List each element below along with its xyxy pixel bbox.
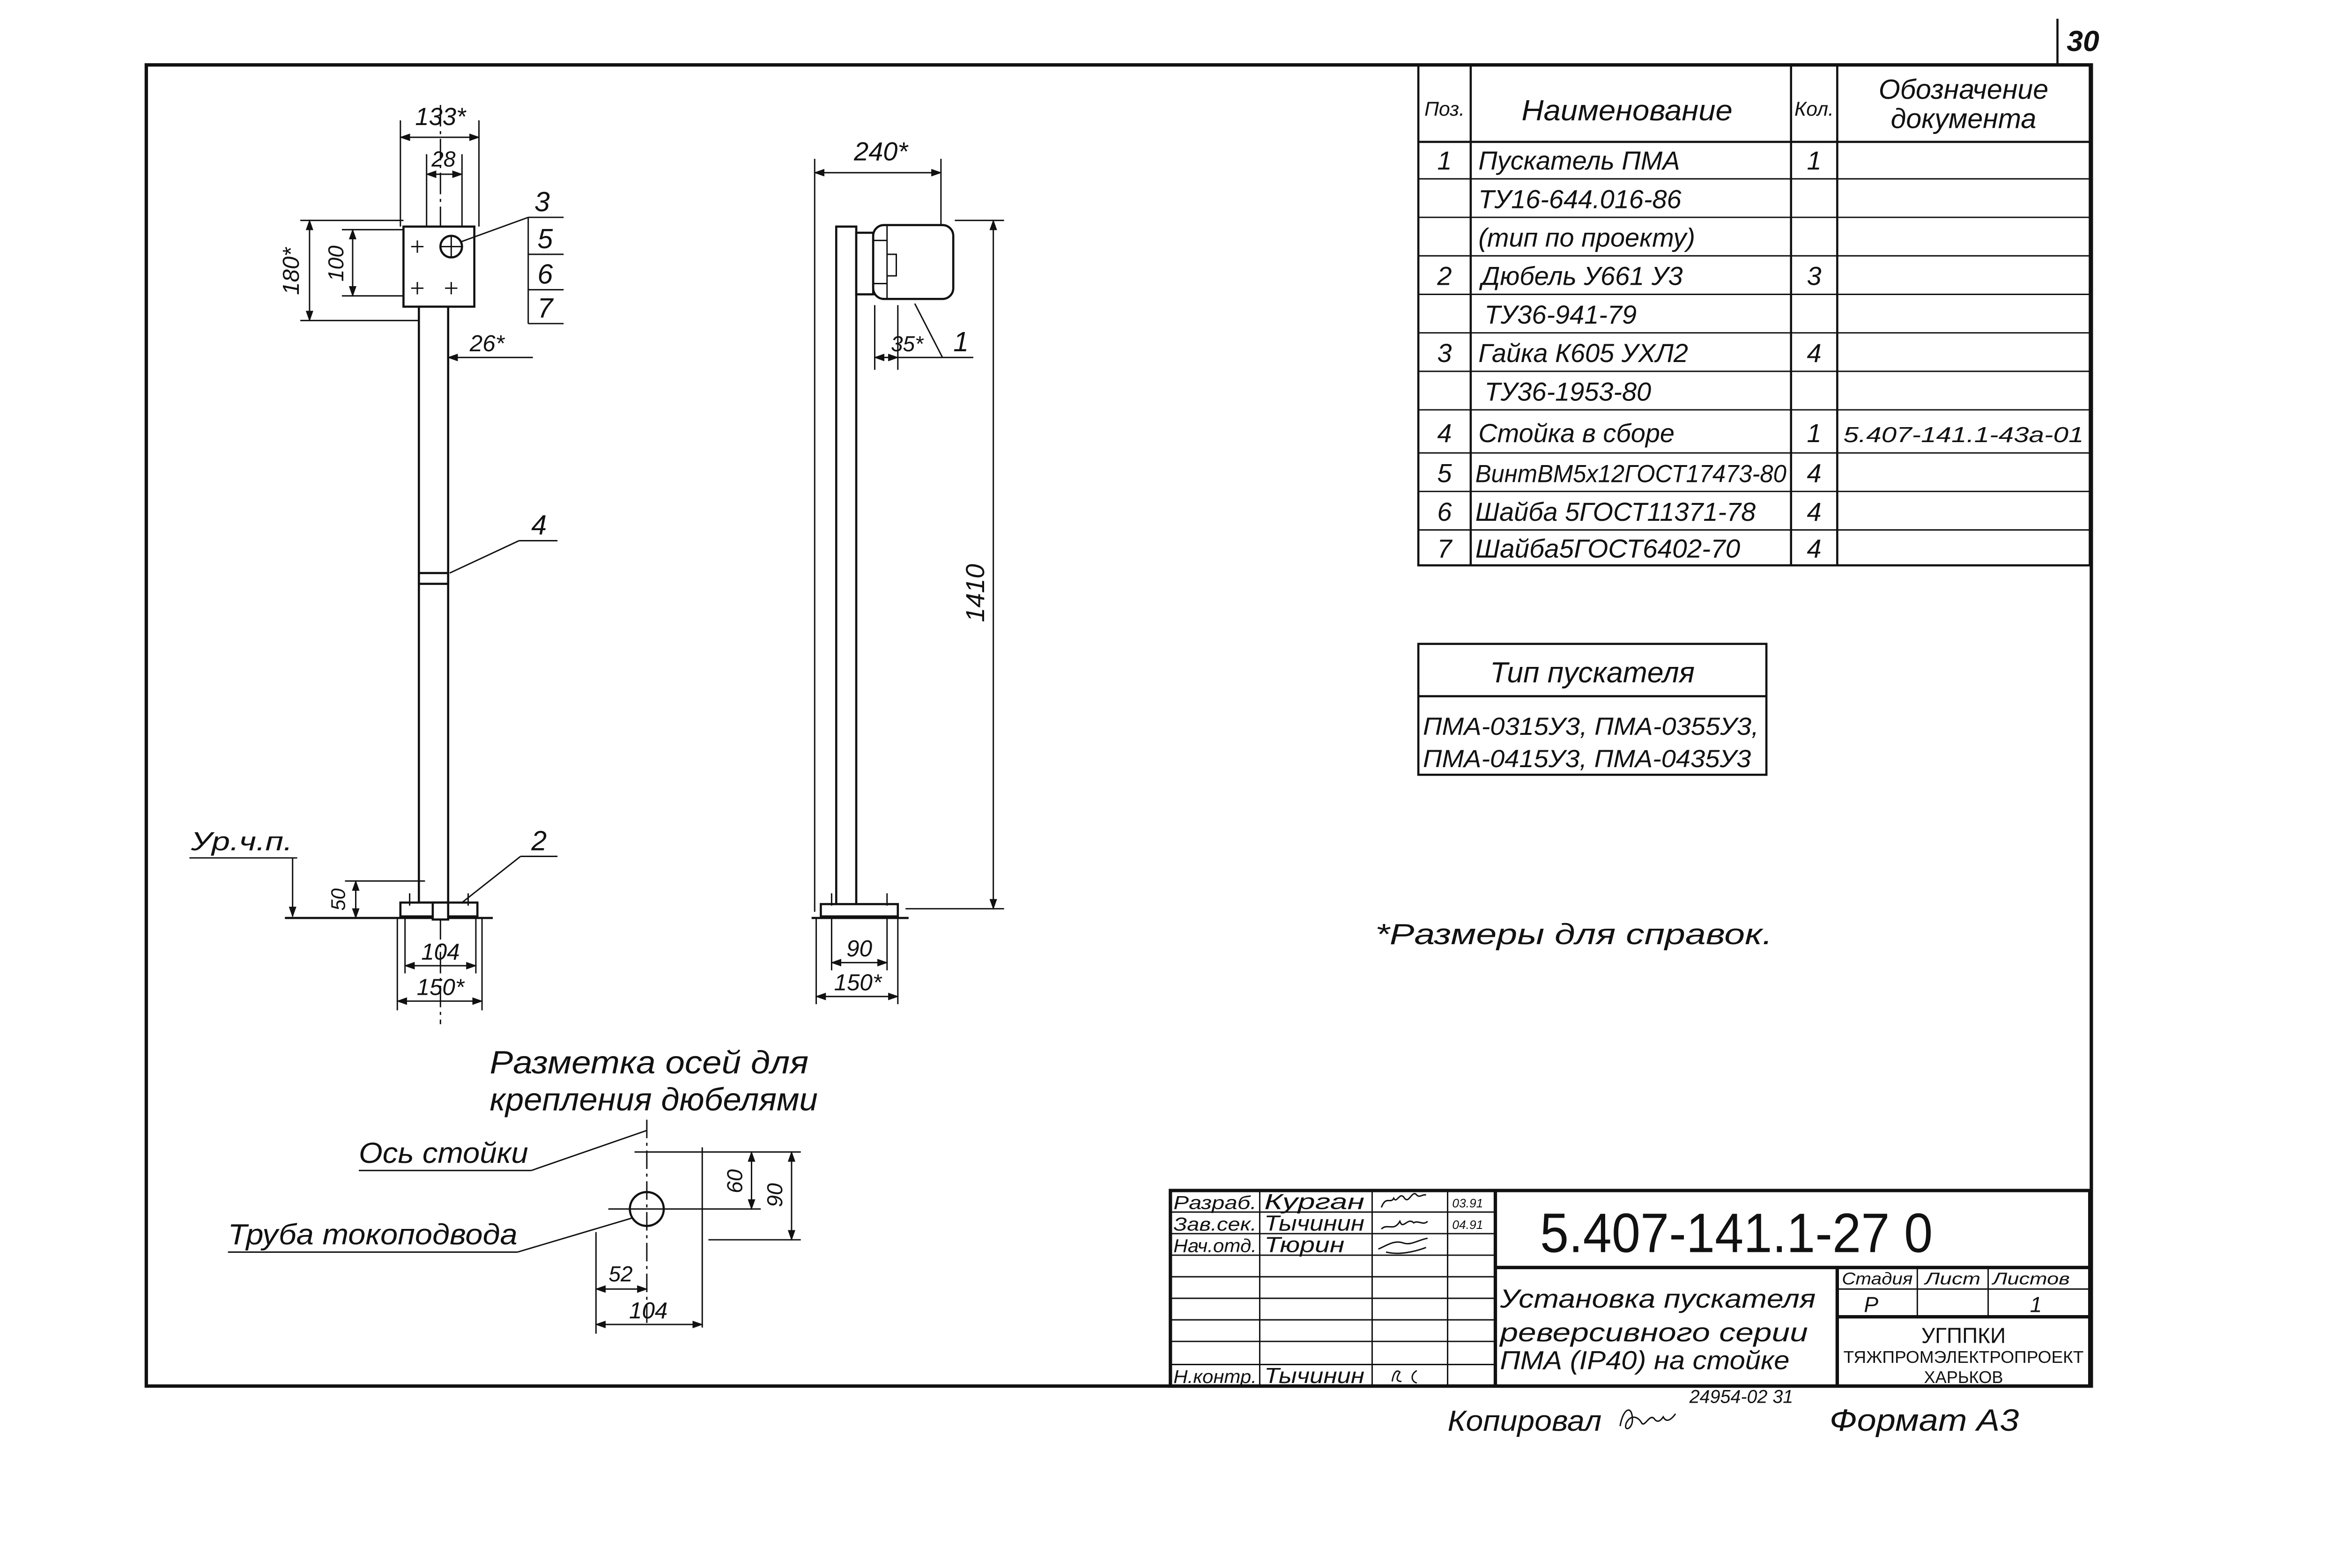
table-row bbox=[1437, 338, 1821, 368]
table-header-doc: документа bbox=[1890, 103, 2037, 134]
organization-name: УГППКИ bbox=[1921, 1323, 2006, 1348]
drawing-title: ПМА (IP40) на стойке bbox=[1500, 1345, 1790, 1375]
row-pos: 7 bbox=[1437, 533, 1452, 563]
staff-role: Нач.отд. bbox=[1173, 1235, 1257, 1257]
row-qty: 1 bbox=[1807, 146, 1822, 176]
starter-type-line: ПМА-0315У3, ПМА-0355У3, bbox=[1423, 712, 1759, 740]
row-qty: 4 bbox=[1807, 533, 1822, 563]
row-name: Пускатель ПМА bbox=[1478, 146, 1680, 176]
staff-name: Тычинин bbox=[1264, 1211, 1365, 1235]
callout-6: 6 bbox=[537, 258, 553, 290]
sheet-label: Лист bbox=[1924, 1269, 1981, 1288]
reference-note: *Размеры для справок. bbox=[1375, 917, 1773, 951]
staff-name: Курган bbox=[1264, 1189, 1365, 1214]
callout-2: 2 bbox=[531, 825, 547, 857]
table-header-qty: Кол. bbox=[1794, 98, 1834, 121]
table-row bbox=[1437, 497, 1821, 526]
dimension-label-height: 1410 bbox=[960, 564, 990, 622]
table-header-doc: Обозначение bbox=[1878, 73, 2049, 105]
cable-pipe bbox=[433, 902, 448, 919]
table-row bbox=[1478, 184, 1682, 214]
organization-name: ТЯЖПРОМЭЛЕКТРОПРОЕКТ bbox=[1843, 1347, 2084, 1367]
drawing-title: реверсивного серии bbox=[1498, 1317, 1808, 1347]
marking-title: крепления дюбелями bbox=[489, 1081, 818, 1118]
pipe-leader bbox=[518, 1218, 631, 1252]
row-pos: 6 bbox=[1437, 496, 1452, 526]
row-name: ТУ36-1953-80 bbox=[1484, 377, 1652, 407]
front-view bbox=[189, 103, 563, 1024]
signature-scribble bbox=[1381, 1194, 1426, 1207]
dimension-label-hole-x: 104 bbox=[629, 1297, 668, 1324]
staff-date: 04.91 bbox=[1452, 1218, 1483, 1232]
starter-type-title: Тип пускателя bbox=[1490, 656, 1695, 689]
sheet-footer bbox=[1448, 1387, 2019, 1437]
row-name: Шайба5ГОСТ6402-70 bbox=[1475, 533, 1741, 563]
table-row bbox=[1484, 377, 1651, 406]
dimension-label-offset: 26* bbox=[469, 331, 504, 357]
dimension-label-base-inner: 104 bbox=[421, 939, 460, 965]
row-name: ТУ16-644.016-86 bbox=[1478, 184, 1682, 214]
table-row bbox=[1437, 459, 1821, 488]
row-name: Дюбель У661 У3 bbox=[1481, 261, 1683, 291]
table-row bbox=[1437, 146, 1821, 175]
stage-value: Р bbox=[1864, 1292, 1879, 1317]
table-row bbox=[1478, 223, 1695, 252]
copyist-signature bbox=[1620, 1410, 1675, 1429]
dimension-label-width: 133* bbox=[415, 103, 466, 131]
axis-label: Ось стойки bbox=[359, 1136, 528, 1169]
callout-5: 5 bbox=[537, 222, 553, 254]
callout-1: 1 bbox=[953, 326, 969, 358]
dimension-label-base-outer: 150* bbox=[834, 969, 882, 996]
base-plate bbox=[821, 904, 897, 916]
row-pos: 1 bbox=[1437, 146, 1452, 176]
row-qty: 4 bbox=[1807, 458, 1822, 488]
starter-box bbox=[403, 227, 474, 307]
mounting-bracket bbox=[856, 233, 873, 295]
row-name: ТУ36-941-79 bbox=[1484, 299, 1637, 329]
callout-leader bbox=[462, 857, 520, 903]
callout-leader bbox=[450, 541, 519, 573]
dimension-label-box-height: 180* bbox=[278, 247, 304, 295]
marking-sketch bbox=[228, 1044, 818, 1334]
signature-scribble bbox=[1379, 1238, 1428, 1253]
copied-label: Копировал bbox=[1447, 1404, 1602, 1437]
table-row bbox=[1437, 261, 1821, 291]
callout-4: 4 bbox=[531, 509, 547, 541]
table-header-name: Наименование bbox=[1521, 94, 1733, 127]
format-label: Формат А3 bbox=[1829, 1402, 2019, 1437]
pipe-label: Труба токоподвода bbox=[228, 1218, 518, 1251]
dimension-label-width: 240* bbox=[854, 136, 908, 166]
starter-type-box bbox=[1418, 644, 1766, 775]
dimension-label-pipe-y: 60 bbox=[722, 1169, 747, 1193]
dimension-label-offset: 35* bbox=[890, 332, 924, 356]
row-qty: 3 bbox=[1807, 261, 1822, 291]
side-view bbox=[812, 136, 1004, 1004]
row-pos: 4 bbox=[1437, 418, 1452, 448]
signature-scribble bbox=[1392, 1371, 1417, 1383]
dimension-label-hole-y: 90 bbox=[763, 1183, 787, 1207]
sheet-number: 30 bbox=[2067, 24, 2099, 58]
row-qty: 1 bbox=[1807, 418, 1822, 448]
title-block bbox=[1171, 1189, 2090, 1388]
row-name: Гайка К605 УХЛ2 bbox=[1478, 338, 1689, 368]
row-doc: 5.407-141.1-43а-01 bbox=[1843, 422, 2084, 447]
row-pos: 5 bbox=[1437, 458, 1452, 488]
staff-role: Разраб. bbox=[1173, 1192, 1257, 1213]
marking-title: Разметка осей для bbox=[489, 1044, 809, 1081]
staff-role: Н.контр. bbox=[1173, 1366, 1257, 1387]
row-name: ВинтВМ5х12ГОСТ17473-80 bbox=[1475, 460, 1786, 488]
sheets-label: Листов bbox=[1991, 1269, 2070, 1288]
sheets-value: 1 bbox=[2030, 1292, 2042, 1317]
starter-box bbox=[873, 225, 953, 299]
axis-leader bbox=[531, 1131, 647, 1170]
table-header-pos: Поз. bbox=[1424, 98, 1465, 121]
dimension-label-base-inner: 90 bbox=[846, 936, 873, 962]
callout-7: 7 bbox=[537, 292, 553, 324]
row-pos: 2 bbox=[1437, 261, 1452, 291]
signature-scribble bbox=[1381, 1221, 1428, 1229]
floor-level-label: Ур.ч.п. bbox=[190, 826, 293, 856]
pole bbox=[419, 307, 448, 902]
pole bbox=[836, 227, 856, 906]
callout-3: 3 bbox=[534, 185, 550, 217]
organization-city: ХАРЬКОВ bbox=[1924, 1367, 2003, 1387]
row-name: (тип по проекту) bbox=[1478, 222, 1695, 252]
table-row bbox=[1437, 534, 1821, 563]
row-qty: 4 bbox=[1807, 338, 1822, 368]
dimension-label-pipe-x: 52 bbox=[608, 1261, 633, 1286]
staff-name: Тюрин bbox=[1264, 1232, 1345, 1257]
dimension-label-hole-spacing: 100 bbox=[324, 245, 348, 282]
document-code: 5.407-141.1-27 0 bbox=[1540, 1202, 1933, 1265]
starter-type-line: ПМА-0415У3, ПМА-0435У3 bbox=[1423, 745, 1751, 773]
staff-date: 03.91 bbox=[1452, 1196, 1483, 1211]
specification-table bbox=[1418, 65, 2090, 566]
table-row bbox=[1484, 300, 1637, 329]
row-pos: 3 bbox=[1437, 338, 1452, 368]
staff-role: Зав.сек. bbox=[1173, 1214, 1257, 1235]
staff-name: Тычинин bbox=[1264, 1363, 1365, 1388]
row-qty: 4 bbox=[1807, 496, 1822, 526]
dimension-label-bolt-spacing: 28 bbox=[431, 147, 456, 171]
table-row bbox=[1437, 418, 2083, 448]
dimension-label-base-outer: 150* bbox=[416, 974, 465, 1000]
row-name: Шайба 5ГОСТ11371-78 bbox=[1475, 496, 1756, 526]
archive-number: 24954-02 31 bbox=[1689, 1386, 1794, 1407]
stage-label: Стадия bbox=[1842, 1269, 1913, 1288]
row-name: Стойка в сборе bbox=[1478, 418, 1675, 448]
drawing-title: Установка пускателя bbox=[1499, 1283, 1816, 1313]
dimension-label-floor: 50 bbox=[327, 888, 350, 911]
